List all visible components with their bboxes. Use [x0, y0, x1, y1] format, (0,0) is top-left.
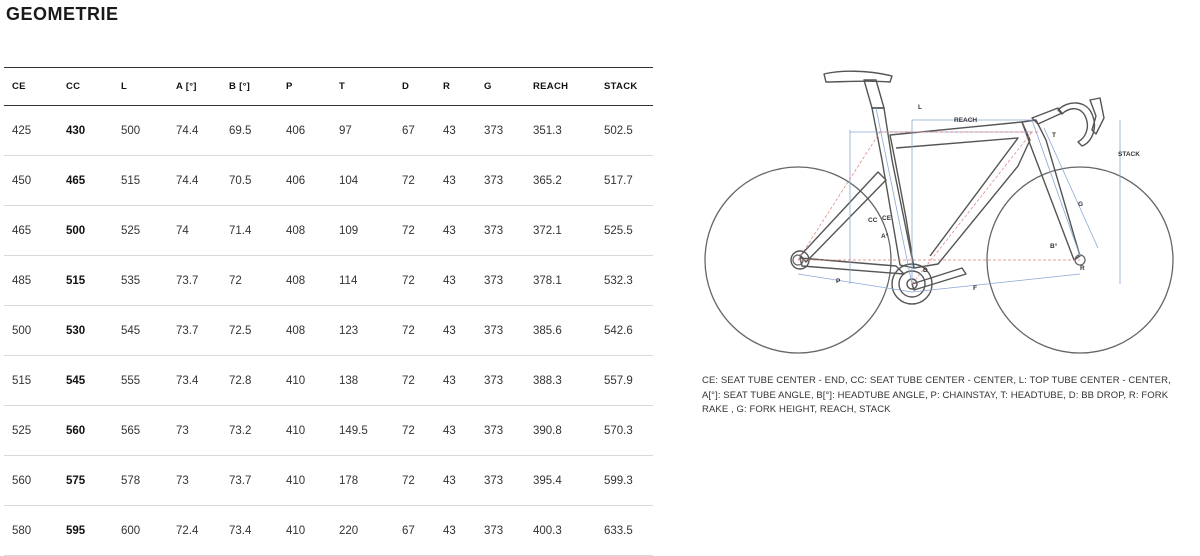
table-cell: 595: [66, 524, 86, 537]
table-cell: 425: [12, 124, 32, 137]
table-cell: 373: [484, 374, 504, 387]
table-row: [4, 256, 653, 306]
label-d: D: [923, 267, 928, 274]
table-row: [4, 506, 653, 556]
header-t: T: [339, 81, 346, 92]
table-cell: 43: [443, 374, 456, 387]
table-row: [4, 156, 653, 206]
table-cell: 535: [121, 274, 141, 287]
table-cell: 500: [121, 124, 141, 137]
label-a: A°: [881, 233, 889, 240]
table-cell: 373: [484, 524, 504, 537]
table-cell: 410: [286, 424, 306, 437]
table-cell: 502.5: [604, 124, 633, 137]
table-row: [4, 306, 653, 356]
table-cell: 69.5: [229, 124, 252, 137]
header-p: P: [286, 81, 293, 92]
table-cell: 555: [121, 374, 141, 387]
table-row: [4, 106, 653, 156]
table-cell: 43: [443, 324, 456, 337]
table-cell: 580: [12, 524, 32, 537]
table-cell: 43: [443, 474, 456, 487]
table-cell: 406: [286, 174, 306, 187]
table-cell: 72: [402, 324, 415, 337]
table-cell: 72: [402, 424, 415, 437]
table-cell: 465: [12, 224, 32, 237]
table-cell: 74.4: [176, 124, 199, 137]
table-cell: 72: [402, 374, 415, 387]
table-cell: 400.3: [533, 524, 562, 537]
table-cell: 600: [121, 524, 141, 537]
table-cell: 560: [12, 474, 32, 487]
table-cell: 43: [443, 524, 456, 537]
header-g: G: [484, 81, 492, 92]
table-row: [4, 456, 653, 506]
table-cell: 72.5: [229, 324, 252, 337]
header-b: B [°]: [229, 81, 251, 92]
table-cell: 525: [12, 424, 32, 437]
table-cell: 72.8: [229, 374, 252, 387]
geometry-lines: [798, 108, 1120, 292]
table-cell: 465: [66, 174, 86, 187]
table-cell: 373: [484, 224, 504, 237]
table-cell: 373: [484, 324, 504, 337]
table-cell: 43: [443, 274, 456, 287]
table-row: [4, 206, 653, 256]
label-ce: CE: [882, 215, 892, 222]
header-d: D: [402, 81, 410, 92]
table-cell: 570.3: [604, 424, 633, 437]
table-cell: 43: [443, 124, 456, 137]
table-cell: 71.4: [229, 224, 252, 237]
table-cell: 178: [339, 474, 359, 487]
table-cell: 114: [339, 274, 358, 287]
table-cell: 408: [286, 224, 306, 237]
header-cc: CC: [66, 81, 81, 92]
table-cell: 515: [12, 374, 32, 387]
table-cell: 123: [339, 324, 359, 337]
label-reach: REACH: [954, 117, 978, 124]
table-cell: 378.1: [533, 274, 562, 287]
table-cell: 73.2: [229, 424, 252, 437]
table-cell: 557.9: [604, 374, 633, 387]
table-row: [4, 406, 653, 456]
table-cell: 72: [229, 274, 242, 287]
table-cell: 500: [12, 324, 32, 337]
table-cell: 72: [402, 274, 415, 287]
table-cell: 72: [402, 224, 415, 237]
table-cell: 410: [286, 524, 306, 537]
table-cell: 73: [176, 474, 189, 487]
table-cell: 70.5: [229, 174, 252, 187]
label-p: P: [836, 278, 841, 285]
table-cell: 532.3: [604, 274, 633, 287]
table-cell: 525: [121, 224, 141, 237]
geometry-legend: CE: SEAT TUBE CENTER - END, CC: SEAT TUBE CENTER - CENTER, L: TOP TUBE CENTER - CENTER, A[°]: SEAT TUBE ANGLE, B[°]: HEADTUBE ANGLE, P: CHAINSTAY, T: HEADTUBE, D: BB DROP, R: FORK RAKE , G: FORK HEIGHT, REACH, STACK: [702, 375, 1171, 415]
bike-frame: [791, 71, 1104, 304]
table-cell: 73.4: [176, 374, 199, 387]
table-cell: 485: [12, 274, 32, 287]
table-row: [4, 356, 653, 406]
table-cell: 373: [484, 274, 504, 287]
table-cell: 408: [286, 324, 306, 337]
table-cell: 395.4: [533, 474, 562, 487]
table-cell: 530: [66, 324, 86, 337]
table-cell: 388.3: [533, 374, 562, 387]
table-cell: 373: [484, 424, 504, 437]
table-cell: 73.4: [229, 524, 252, 537]
label-r: R: [1080, 265, 1085, 272]
geometry-table: [4, 67, 653, 556]
table-cell: 525.5: [604, 224, 633, 237]
table-cell: 372.1: [533, 224, 562, 237]
table-cell: 560: [66, 424, 86, 437]
table-cell: 542.6: [604, 324, 633, 337]
table-cell: 73.7: [229, 474, 252, 487]
label-t: T: [1052, 132, 1056, 139]
table-cell: 72: [402, 174, 415, 187]
label-stack: STACK: [1118, 151, 1140, 158]
table-cell: 385.6: [533, 324, 562, 337]
table-cell: 73: [176, 424, 189, 437]
table-cell: 515: [121, 174, 141, 187]
label-g: G: [1078, 201, 1084, 208]
table-cell: 517.7: [604, 174, 633, 187]
table-cell: 430: [66, 124, 86, 137]
label-b: B°: [1050, 243, 1058, 250]
label-f: F: [973, 285, 977, 292]
table-cell: 406: [286, 124, 306, 137]
table-cell: 599.3: [604, 474, 633, 487]
table-cell: 73.7: [176, 274, 199, 287]
table-cell: 73.7: [176, 324, 199, 337]
table-cell: 220: [339, 524, 359, 537]
table-cell: 390.8: [533, 424, 562, 437]
table-cell: 515: [66, 274, 86, 287]
header-a: A [°]: [176, 81, 197, 92]
table-cell: 43: [443, 224, 456, 237]
table-cell: 450: [12, 174, 32, 187]
table-cell: 410: [286, 474, 306, 487]
table-cell: 578: [121, 474, 141, 487]
table-cell: 72: [402, 474, 415, 487]
table-cell: 74.4: [176, 174, 199, 187]
bike-geometry-diagram: [700, 60, 1190, 360]
table-cell: 575: [66, 474, 86, 487]
table-cell: 67: [402, 524, 415, 537]
table-cell: 373: [484, 124, 504, 137]
table-cell: 138: [339, 374, 359, 387]
table-cell: 97: [339, 124, 352, 137]
table-cell: 373: [484, 474, 504, 487]
table-cell: 545: [121, 324, 141, 337]
table-cell: 373: [484, 174, 504, 187]
table-cell: 72.4: [176, 524, 199, 537]
label-l: L: [918, 104, 922, 111]
table-cell: 74: [176, 224, 189, 237]
table-cell: 565: [121, 424, 141, 437]
header-l: L: [121, 81, 128, 92]
table-cell: 410: [286, 374, 306, 387]
table-header-row: [4, 68, 653, 106]
table-cell: 109: [339, 224, 359, 237]
label-cc: CC: [868, 217, 878, 224]
table-cell: 43: [443, 174, 456, 187]
table-cell: 408: [286, 274, 306, 287]
table-cell: 633.5: [604, 524, 633, 537]
table-cell: 500: [66, 224, 86, 237]
table-cell: 365.2: [533, 174, 562, 187]
table-cell: 43: [443, 424, 456, 437]
table-cell: 149.5: [339, 424, 368, 437]
header-stack: STACK: [604, 81, 638, 92]
table-cell: 104: [339, 174, 359, 187]
header-reach: REACH: [533, 81, 569, 92]
table-cell: 67: [402, 124, 415, 137]
header-ce: CE: [12, 81, 26, 92]
table-cell: 351.3: [533, 124, 562, 137]
table-cell: 545: [66, 374, 86, 387]
header-r: R: [443, 81, 451, 92]
page-title: GEOMETRIE: [6, 4, 119, 24]
